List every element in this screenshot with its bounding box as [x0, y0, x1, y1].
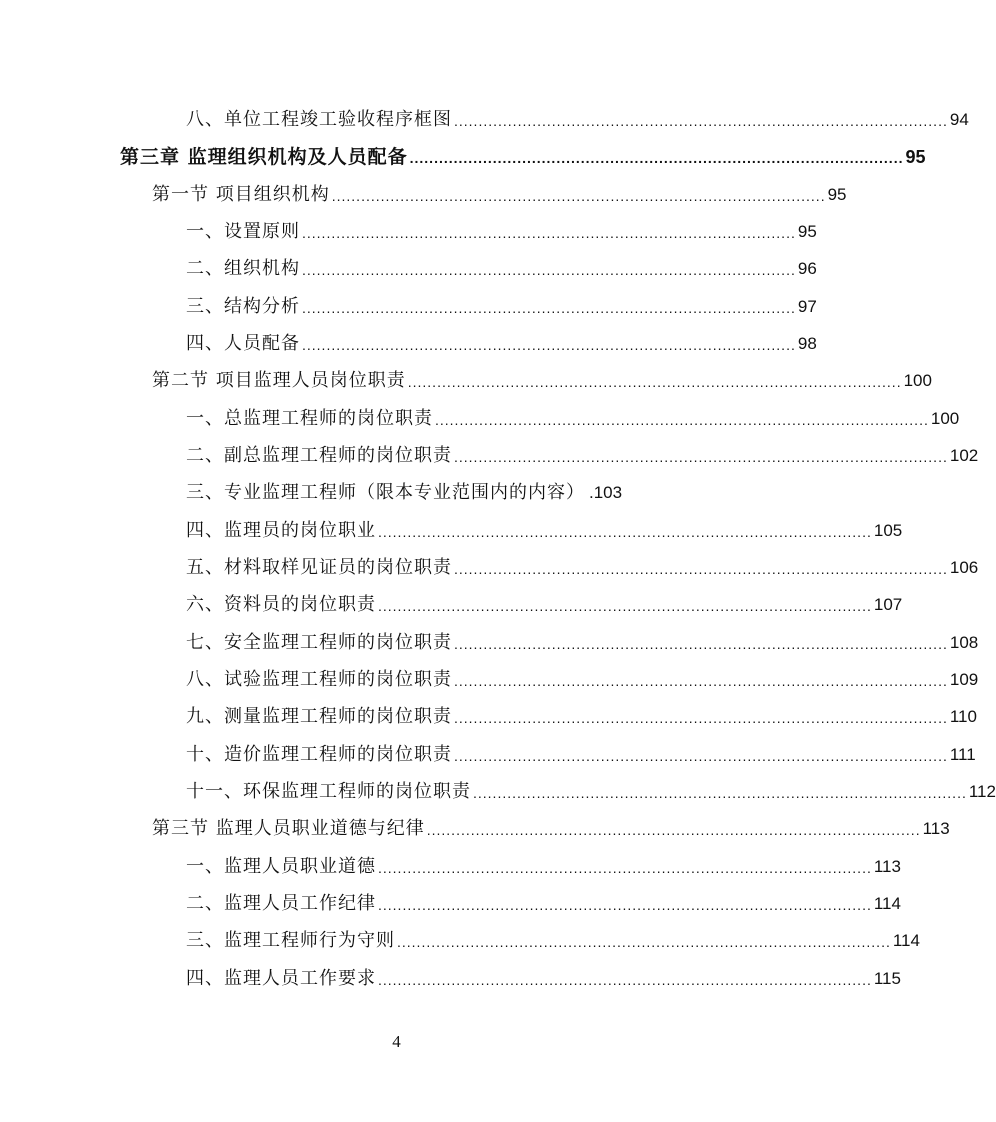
toc-entry[interactable] [186, 963, 901, 991]
toc-entry-page: 100 [930, 409, 960, 428]
toc-leader-dots: ..................................................................................................... [407, 374, 902, 390]
toc-leader-dots: ..................................................................................................... [378, 524, 872, 540]
toc-entry-title: 第三节 监理人员职业道德与纪律 [152, 818, 425, 839]
toc-entry[interactable] [186, 589, 903, 617]
toc-entry-page: 115 [873, 969, 901, 988]
toc-leader-dots: ..................................................................................................... [397, 934, 891, 950]
toc-entry-page: 97 [797, 297, 817, 316]
toc-entry-page: 111 [949, 745, 976, 764]
toc-section-entry[interactable] [152, 179, 847, 207]
toc-leader-dots: ..................................................................................................... [454, 748, 948, 764]
toc-entry[interactable] [186, 403, 960, 431]
toc-leader-dots: ..................................................................................................... [435, 412, 929, 428]
toc-entry-title: 二、监理人员工作纪律 [186, 893, 376, 914]
toc-entry-title: 第三章 监理组织机构及人员配备 [120, 146, 408, 168]
toc-entry-title: 二、副总监理工程师的岗位职责 [186, 445, 452, 466]
toc-leader-dots: ..................................................................................................... [302, 262, 796, 278]
toc-entry[interactable] [186, 328, 817, 356]
toc-leader-dots: ..................................................................................................... [426, 822, 921, 838]
toc-entry-title: 三、结构分析 [186, 296, 300, 317]
toc-entry-title: 四、监理人员工作要求 [186, 968, 376, 989]
toc-entry-page: 113 [922, 819, 950, 838]
toc-entry-title: 第一节 项目组织机构 [152, 184, 330, 205]
toc-entry-title: 四、监理员的岗位职业 [186, 520, 376, 541]
toc-entry-page: 105 [873, 521, 903, 540]
toc-entry[interactable] [186, 851, 901, 879]
toc-entry[interactable] [186, 440, 979, 468]
toc-entry[interactable] [186, 888, 901, 916]
toc-entry-title: 八、试验监理工程师的岗位职责 [186, 669, 452, 690]
toc-entry-title: 五、材料取样见证员的岗位职责 [186, 557, 452, 578]
toc-leader-dots: ..................................................................................................... [454, 561, 948, 577]
toc-entry-page: 106 [949, 558, 979, 577]
toc-entry-title: 二、组织机构 [186, 258, 300, 279]
toc-leader-dots: ..................................................................................................... [454, 449, 948, 465]
toc-leader-dots: ..................................................................................................... [454, 710, 948, 726]
toc-entry-page: 110 [949, 707, 977, 726]
toc-entry[interactable] [186, 925, 920, 953]
toc-entry-title: 三、监理工程师行为守则 [186, 930, 395, 951]
toc-entry-page: 95 [797, 222, 817, 241]
toc-entry-page: 113 [873, 857, 901, 876]
toc-entry[interactable] [186, 104, 969, 132]
toc-entry-title: 一、总监理工程师的岗位职责 [186, 408, 433, 429]
toc-entry[interactable] [186, 515, 903, 543]
toc-chapter-entry[interactable] [120, 141, 926, 169]
toc-leader-dots: ..................................................................................................... [454, 636, 948, 652]
toc-entry-page: 102 [949, 446, 979, 465]
toc-leader-dots: ..................................................................................................... [454, 113, 948, 129]
toc-entry-title: 第二节 项目监理人员岗位职责 [152, 370, 406, 391]
toc-entry-title: 十、造价监理工程师的岗位职责 [186, 744, 452, 765]
toc-entry-page: 114 [873, 894, 901, 913]
toc-leader-dots: ..................................................................................................... [302, 300, 796, 316]
toc-section-entry[interactable] [152, 813, 950, 841]
toc-entry-title: 八、单位工程竣工验收程序框图 [186, 109, 452, 130]
toc-entry[interactable] [186, 627, 979, 655]
toc-entry-title: 九、测量监理工程师的岗位职责 [186, 706, 452, 727]
toc-entry[interactable] [186, 739, 976, 767]
toc-leader-dots: ..................................................................................................... [302, 225, 796, 241]
toc-entry-page: 107 [873, 595, 903, 614]
toc-entry-title: 七、安全监理工程师的岗位职责 [186, 632, 452, 653]
toc-entry-page: 109 [949, 670, 979, 689]
toc-entry-title: 三、专业监理工程师（限本专业范围内的内容） [186, 482, 585, 503]
toc-entry-title: 六、资料员的岗位职责 [186, 594, 376, 615]
toc-entry-page: 95 [827, 185, 847, 204]
toc-entry[interactable] [186, 253, 817, 281]
toc-entry-page: 95 [905, 147, 926, 167]
toc-leader-dots: ..................................................................................................... [378, 598, 872, 614]
toc-entry-page: 96 [797, 259, 817, 278]
toc-entry-page: 112 [968, 782, 996, 801]
toc-entry-page: 98 [797, 334, 817, 353]
toc-leader-dots: ..................................................................................................... [473, 785, 967, 801]
toc-entry[interactable] [186, 664, 979, 692]
toc-section-entry[interactable] [152, 365, 932, 393]
toc-leader-dots: ..................................................................................................... [302, 337, 796, 353]
toc-leader-dots: ..................................................................................................... [378, 897, 872, 913]
toc-entry[interactable] [186, 776, 996, 804]
toc-entry[interactable] [186, 701, 977, 729]
toc-leader-dots: ..................................................................................................... [409, 150, 904, 166]
toc-entry-title: 十一、环保监理工程师的岗位职责 [186, 781, 471, 802]
toc-entry-page: 108 [949, 633, 979, 652]
toc-entry-page: 114 [892, 931, 920, 950]
page-number: 4 [392, 1032, 401, 1051]
toc-entry[interactable] [186, 291, 817, 319]
toc-leader-dots: ..................................................................................................... [378, 860, 872, 876]
toc-leader-dots: ..................................................................................................... [454, 673, 948, 689]
toc-entry[interactable] [186, 552, 979, 580]
toc-entry-title: 一、设置原则 [186, 221, 300, 242]
toc-entry[interactable] [186, 477, 673, 505]
toc-leader-dots: ..................................................................................................... [331, 188, 826, 204]
toc-leader-dots: ..................................................................................................... [378, 972, 872, 988]
toc-entry-page: 100 [903, 371, 932, 390]
toc-entry-page: 94 [949, 110, 969, 129]
toc-entry-title: 四、人员配备 [186, 333, 300, 354]
toc-entry-page: .103 [589, 483, 623, 502]
toc-entry-title: 一、监理人员职业道德 [186, 856, 376, 877]
toc-entry[interactable] [186, 216, 817, 244]
